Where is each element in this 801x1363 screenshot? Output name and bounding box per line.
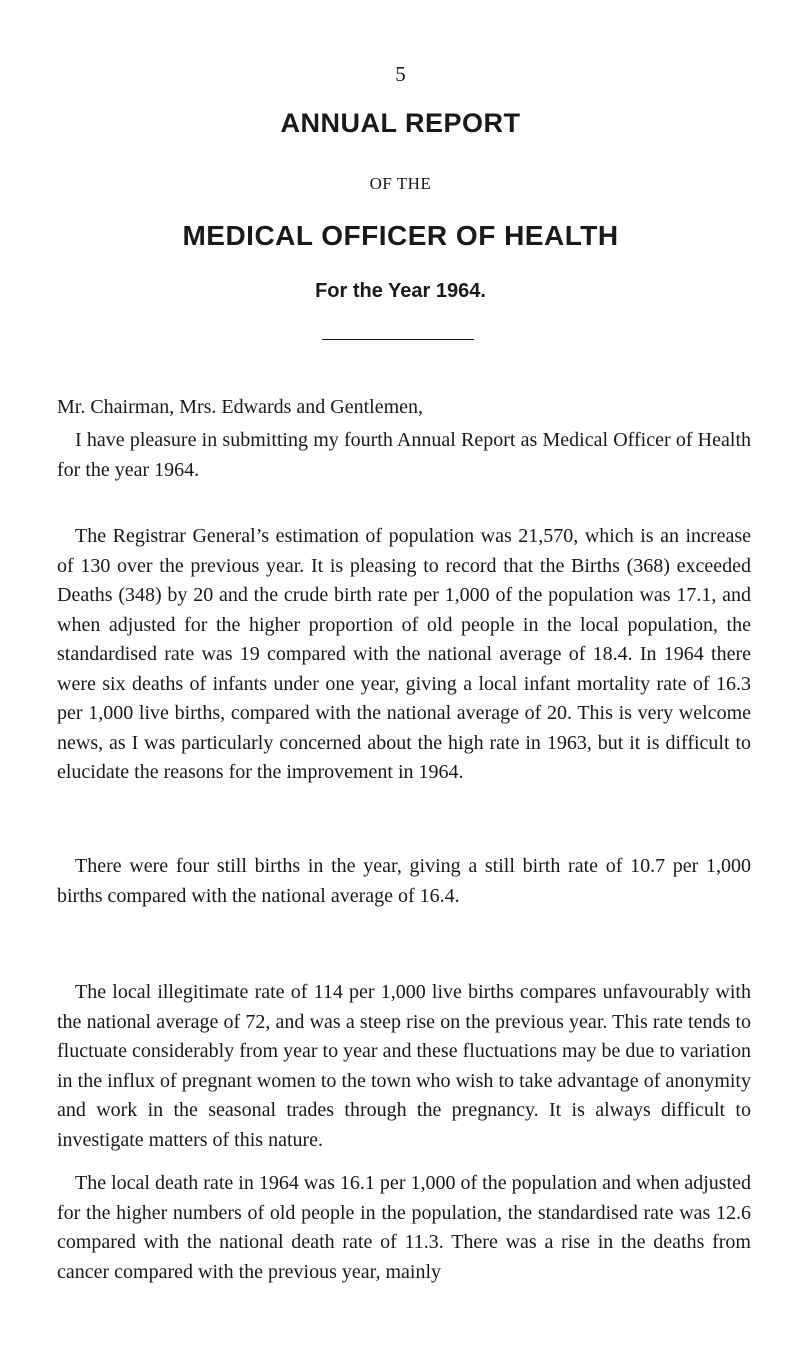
paragraph-intro: I have pleasure in submitting my fourth Annual Report as Medical Officer of Health for the year 1964. [57,429,751,481]
paragraph-still-births: There were four still births in the year, giving a still birth rate of 10.7 per 1,000 births compared with the national average of 16.4. [57,855,751,907]
salutation: Mr. Chairman, Mrs. Edwards and Gentlemen, [57,396,424,418]
report-subject: MEDICAL OFFICER OF HEALTH [182,220,619,251]
report-title: ANNUAL REPORT [280,108,521,138]
report-title-connector: OF THE [369,174,432,193]
page-number: 5 [395,62,406,86]
section-divider [322,339,474,340]
paragraph-illegitimate-rate: The local illegitimate rate of 114 per 1,000 live births compares unfavourably with the national average of 72, and was a steep rise on the previous year. This rate tends to fluctuate considerably from year to year and these fluctuations may be due to variation in the influx of pregnant women to the town who wish to take advantage of anonymity and work in the seasonal trades through the pregnancy. It is always difficult to investigate matters of this nature. [57,981,751,1151]
report-year: For the Year 1964. [315,280,486,302]
paragraph-population: The Registrar General’s estimation of population was 21,570, which is an increase of 130 over the previous year. It is pleasing to record that the Births (368) exceeded Deaths (348) by 20 and the crude birth rate per 1,000 of the population was 17.1, and when adjusted for the higher proportion of old people in the local population, the standardised rate was 19 compared with the national average of 18.4. In 1964 there were six deaths of infants under one year, giving a local infant mortality rate of 16.3 per 1,000 live births, compared with the national average of 20. This is very welcome news, as I was particularly concerned about the high rate in 1963, but it is difficult to elucidate the reasons for the improvement in 1964. [57,525,751,783]
paragraph-death-rate: The local death rate in 1964 was 16.1 per 1,000 of the population and when adjusted for the higher numbers of old people in the population, the standardised rate was 12.6 compared with the national death rate of 11.3. There was a rise in the deaths from cancer compared with the previous year, mainly [57,1172,751,1283]
